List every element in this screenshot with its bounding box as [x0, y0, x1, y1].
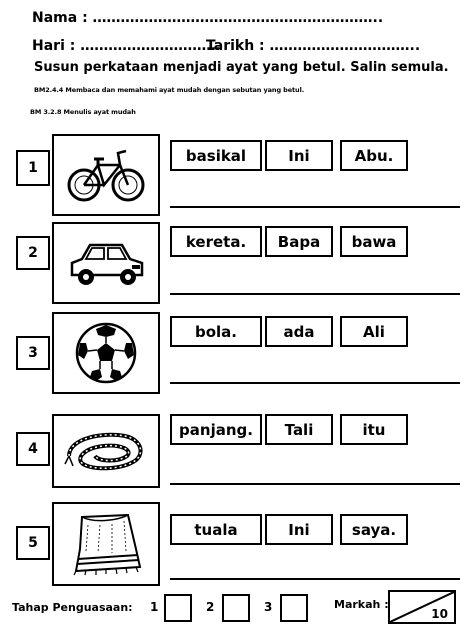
name-label: Nama : — [32, 10, 88, 26]
question-number: 2 — [16, 236, 50, 270]
word-card[interactable]: Bapa — [265, 226, 333, 257]
date-dots: ………………………….. — [269, 38, 421, 54]
word-card[interactable]: bawa — [340, 226, 408, 257]
question-number: 5 — [16, 526, 50, 560]
level-checkbox[interactable] — [280, 594, 308, 622]
word-card[interactable]: tuala — [170, 514, 262, 545]
word-card[interactable]: Tali — [265, 414, 333, 445]
towel-icon — [66, 509, 146, 579]
picture-frame — [52, 134, 160, 216]
level-checkbox[interactable] — [164, 594, 192, 622]
word-card[interactable]: itu — [340, 414, 408, 445]
standard-text: BM 3.2.8 Menulis ayat mudah — [30, 108, 136, 116]
word-card[interactable]: basikal — [170, 140, 262, 171]
question-number: 4 — [16, 432, 50, 466]
bicycle-icon — [66, 143, 146, 207]
name-field[interactable] — [32, 10, 383, 26]
car-icon — [66, 235, 146, 291]
day-dots: ………………………… — [80, 38, 221, 54]
marks-label: Markah : — [334, 598, 389, 611]
question-number: 3 — [16, 336, 50, 370]
standard-text: BM2.4.4 Membaca dan memahami ayat mudah dengan sebutan yang betul. — [34, 86, 305, 94]
question-number: 1 — [16, 150, 50, 186]
day-field[interactable] — [32, 38, 220, 54]
answer-line[interactable] — [170, 483, 460, 485]
name-dots: …………………………………………………….. — [92, 10, 384, 26]
word-card[interactable]: Ini — [265, 140, 333, 171]
instruction-text: Susun perkataan menjadi ayat yang betul. Salin semula. — [34, 60, 449, 75]
date-field[interactable] — [206, 38, 420, 54]
rope-icon — [63, 426, 149, 476]
level-checkbox[interactable] — [222, 594, 250, 622]
level-number: 1 — [150, 600, 159, 614]
level-number: 3 — [264, 600, 273, 614]
picture-frame — [52, 312, 160, 394]
ball-icon — [74, 321, 138, 385]
picture-frame — [52, 414, 160, 488]
answer-line[interactable] — [170, 206, 460, 208]
mastery-level-label: Tahap Penguasaan: — [12, 601, 133, 614]
marks-box[interactable] — [388, 590, 456, 624]
word-card[interactable]: Ini — [265, 514, 333, 545]
word-card[interactable]: ada — [265, 316, 333, 347]
answer-line[interactable] — [170, 578, 460, 580]
answer-line[interactable] — [170, 382, 460, 384]
word-card[interactable]: bola. — [170, 316, 262, 347]
marks-total: 10 — [431, 607, 448, 621]
day-label: Hari : — [32, 38, 76, 54]
word-card[interactable]: panjang. — [170, 414, 262, 445]
word-card[interactable]: Abu. — [340, 140, 408, 171]
picture-frame — [52, 222, 160, 304]
word-card[interactable]: saya. — [340, 514, 408, 545]
word-card[interactable]: kereta. — [170, 226, 262, 257]
level-number: 2 — [206, 600, 215, 614]
picture-frame — [52, 502, 160, 586]
answer-line[interactable] — [170, 293, 460, 295]
date-label: Tarikh : — [206, 38, 265, 54]
word-card[interactable]: Ali — [340, 316, 408, 347]
